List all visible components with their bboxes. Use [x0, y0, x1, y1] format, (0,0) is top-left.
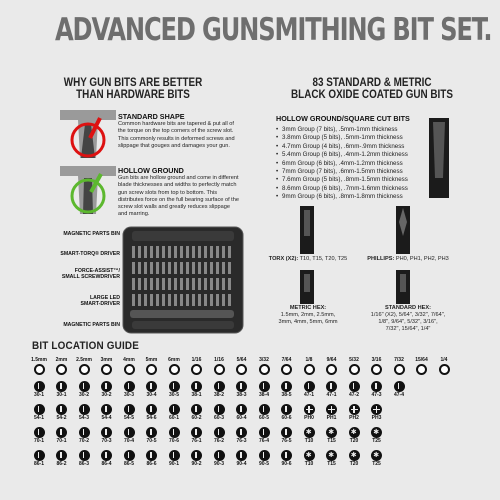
bit-slot — [323, 403, 341, 423]
slotted-bit-icon — [281, 404, 292, 415]
slotted-bit-icon — [101, 427, 112, 438]
hex-bit-icon — [349, 364, 360, 375]
bit-size-label: 70-1 — [33, 438, 44, 444]
slotted-bit-icon — [236, 381, 247, 392]
list-item: • 9mm Group (6 bits), .8mm-1.8mm thickness — [276, 193, 408, 201]
bit-slot — [210, 426, 228, 446]
bit-size-label: 70-1 — [56, 438, 67, 444]
slotted-bit-icon — [236, 427, 247, 438]
right-heading: 83 STANDARD & METRIC BLACK OXIDE COATED GUN BITS — [291, 77, 453, 101]
bit-slot — [30, 426, 48, 446]
bit-size-label: 7/32 — [394, 357, 404, 363]
torx-bit-icon: ✱ — [304, 427, 315, 438]
bit-slot — [255, 357, 273, 377]
hex-bit-icon — [101, 364, 112, 375]
bit-size-label: 90-3 — [213, 461, 224, 467]
bit-slot — [345, 449, 363, 469]
bit-size-label: T20 — [349, 461, 359, 467]
slotted-bit-icon — [56, 427, 67, 438]
bit-size-label: 30-3 — [123, 392, 134, 398]
slotted-bit-icon — [191, 404, 202, 415]
list-item: • 3.8mm Group (5 bits), .5mm-1mm thickness — [276, 134, 408, 142]
metric-hex-illustration — [296, 270, 318, 304]
bit-size-label: 54-4 — [101, 415, 112, 421]
bit-size-label: 1/4 — [440, 357, 448, 363]
bit-slot — [300, 426, 318, 446]
bit-slot — [98, 449, 116, 469]
bit-slot — [188, 357, 206, 377]
slotted-bit-icon — [169, 450, 180, 461]
slotted-bit-icon — [56, 381, 67, 392]
bit-slot — [188, 426, 206, 446]
standard-hex-caption — [356, 305, 460, 333]
slotted-bit-icon — [34, 427, 45, 438]
bit-slot — [210, 357, 228, 377]
bit-size-label: PH2 — [349, 415, 359, 421]
bit-slot — [368, 357, 386, 377]
bit-size-label: 38-3 — [236, 392, 247, 398]
bit-size-label: 3/32 — [259, 357, 269, 363]
slotted-bit-icon — [146, 381, 157, 392]
standard-bit-illustration — [60, 110, 116, 160]
bit-slot — [323, 449, 341, 469]
bit-slot — [233, 449, 251, 469]
bit-size-label: 60-5 — [258, 415, 269, 421]
bit-slot — [390, 380, 408, 400]
bit-size-label: 90-1 — [168, 461, 179, 467]
bit-size-label: 47-3 — [371, 392, 382, 398]
bit-slot — [278, 380, 296, 400]
bit-slot — [233, 380, 251, 400]
bit-size-label: 90-2 — [191, 461, 202, 467]
bit-size-label: 6mm — [168, 357, 180, 363]
slotted-bit-icon — [214, 427, 225, 438]
bit-size-label: T25 — [372, 438, 381, 444]
bit-size-label: 54-6 — [146, 415, 157, 421]
bit-size-label: 7/64 — [281, 357, 292, 363]
slotted-bit-icon — [259, 404, 270, 415]
hex-bit-icon — [281, 364, 292, 375]
slotted-bit-icon — [259, 427, 270, 438]
torx-bit-icon: ✱ — [304, 450, 315, 461]
bit-size-label: 86-2 — [56, 461, 67, 467]
bit-size-label: 47-1 — [303, 392, 314, 398]
bit-size-label: 1/8 — [305, 357, 313, 363]
slotted-bit-icon — [146, 404, 157, 415]
bit-size-label: 5mm — [145, 357, 158, 363]
bit-slot — [53, 449, 71, 469]
hex-bit-icon — [79, 364, 90, 375]
bit-slot — [368, 426, 386, 446]
bit-slot — [278, 403, 296, 423]
list-item: • 6mm Group (6 bits), .4mm-1.2mm thickness — [276, 160, 408, 168]
bit-slot — [98, 403, 116, 423]
bit-size-label: T15 — [327, 438, 336, 444]
slotted-bit-icon — [169, 381, 180, 392]
phillips-caption — [352, 256, 464, 263]
bit-slot — [75, 426, 93, 446]
bit-size-label: 38-5 — [281, 392, 292, 398]
hex-bit-icon — [34, 364, 45, 375]
slotted-bit-icon — [214, 450, 225, 461]
bit-size-label: 76-2 — [213, 438, 224, 444]
bit-slot — [143, 426, 161, 446]
bit-size-label: PH0 — [304, 415, 314, 421]
slotted-bit-icon — [169, 427, 180, 438]
bit-size-label: 38-2 — [213, 392, 224, 398]
bit-slot — [300, 380, 318, 400]
bit-size-label: 5/32 — [349, 357, 359, 363]
bit-size-label: T15 — [327, 461, 336, 467]
hex-bit-icon — [169, 364, 180, 375]
bit-size-label: 38-1 — [191, 392, 202, 398]
bit-slot — [75, 403, 93, 423]
bit-slot — [53, 357, 71, 377]
bit-size-label: 90-5 — [258, 461, 269, 467]
bit-slot — [233, 357, 251, 377]
slotted-bit-icon — [349, 381, 360, 392]
bit-slot — [30, 380, 48, 400]
bit-slot — [143, 357, 161, 377]
bit-slot — [120, 403, 138, 423]
phillips-values: PH0, PH1, PH2, PH3 — [395, 256, 449, 262]
bit-slot — [30, 449, 48, 469]
bit-size-label: 90-6 — [281, 461, 292, 467]
slotted-bit-icon — [79, 450, 90, 461]
bit-slot — [30, 357, 48, 377]
bit-slot — [188, 380, 206, 400]
bit-size-label: 47-2 — [348, 392, 359, 398]
bit-slot — [345, 426, 363, 446]
bit-slot — [120, 426, 138, 446]
slotted-bit-icon — [34, 381, 45, 392]
phillips-bit-icon — [349, 404, 360, 415]
bit-slot — [53, 403, 71, 423]
bit-slot — [120, 449, 138, 469]
hex-bit-icon — [56, 364, 67, 375]
hex-bit-icon — [191, 364, 202, 375]
slotted-bit-icon — [304, 381, 315, 392]
slotted-bit-icon — [281, 450, 292, 461]
bit-slot — [255, 449, 273, 469]
torx-label: TORX (X2): — [268, 256, 299, 262]
bit-size-label: 60-4 — [236, 415, 247, 421]
slotted-bit-icon — [214, 381, 225, 392]
hex-bit-icon — [439, 364, 450, 375]
slotted-bit-icon — [146, 427, 157, 438]
slotted-bit-icon — [281, 427, 292, 438]
slotted-bit-illustration — [424, 118, 454, 198]
list-item: • 5.4mm Group (6 bits), .4mm-1.2mm thickness — [276, 151, 408, 159]
bit-slot — [323, 357, 341, 377]
slotted-bit-icon — [169, 404, 180, 415]
bit-slot — [210, 380, 228, 400]
bit-slot — [300, 403, 318, 423]
bit-size-label: 5/64 — [236, 357, 247, 363]
bit-slot — [98, 426, 116, 446]
slotted-bit-icon — [326, 381, 337, 392]
slotted-bit-icon — [259, 381, 270, 392]
list-item: • 8.6mm Group (6 bits), .7mm-1.6mm thickness — [276, 185, 408, 193]
slotted-bit-icon — [124, 404, 135, 415]
bit-slot — [30, 403, 48, 423]
bit-size-label: 86-6 — [146, 461, 157, 467]
slotted-bit-icon — [191, 450, 202, 461]
bit-slot — [98, 380, 116, 400]
bit-size-label: 9/64 — [326, 357, 337, 363]
slotted-bit-icon — [101, 381, 112, 392]
bit-size-label: 70-6 — [168, 438, 179, 444]
hollow-cut-list — [276, 126, 408, 202]
standard-shape-title: STANDARD SHAPE — [118, 112, 185, 121]
bit-size-label: 30-5 — [168, 392, 179, 398]
list-item: • 4.7mm Group (4 bits), .6mm-.9mm thickness — [276, 143, 408, 151]
phillips-label: PHILLIPS: — [367, 256, 395, 262]
slotted-bit-icon — [124, 450, 135, 461]
list-item: • 3mm Group (7 bits), .5mm-1mm thickness — [276, 126, 408, 134]
hollow-cut-title: HOLLOW GROUND/SQUARE CUT BITS — [276, 114, 410, 123]
bit-size-label: 70-5 — [146, 438, 157, 444]
bit-slot — [210, 403, 228, 423]
hex-bit-icon — [236, 364, 247, 375]
slotted-bit-icon — [101, 404, 112, 415]
torx-bit-icon: ✱ — [326, 427, 337, 438]
slotted-bit-icon — [34, 404, 45, 415]
slotted-bit-icon — [259, 450, 270, 461]
torx-bit-icon: ✱ — [371, 450, 382, 461]
list-item: • 7.6mm Group (5 bits), .8mm-1.5mm thickness — [276, 176, 408, 184]
bit-slot — [143, 403, 161, 423]
bit-size-label: 1/16 — [191, 357, 202, 363]
guide-title: BIT LOCATION GUIDE — [32, 340, 140, 352]
bit-slot — [255, 380, 273, 400]
bit-slot — [165, 449, 183, 469]
bit-size-label: 60-6 — [281, 415, 292, 421]
hex-bit-icon — [124, 364, 135, 375]
list-item: • 7mm Group (7 bits), .6mm-1.5mm thickness — [276, 168, 408, 176]
bit-size-label: 86-4 — [101, 461, 112, 467]
hex-bit-icon — [326, 364, 337, 375]
bit-slot — [233, 403, 251, 423]
bit-size-label: 1/16 — [214, 357, 224, 363]
bit-slot — [278, 449, 296, 469]
kit-case-illustration — [122, 226, 244, 334]
torx-bit-icon: ✱ — [326, 450, 337, 461]
bit-slot — [390, 357, 408, 377]
bit-slot — [75, 449, 93, 469]
bit-slot — [165, 357, 183, 377]
bit-size-label: 90-4 — [236, 461, 247, 467]
bit-size-label: 76-3 — [236, 438, 247, 444]
bit-size-label: 2mm — [55, 357, 68, 363]
bit-slot — [300, 357, 318, 377]
torx-bit-illustration — [296, 206, 318, 254]
bit-size-label: 76-5 — [281, 438, 292, 444]
bit-size-label: 2.5mm — [76, 357, 92, 363]
bit-slot — [75, 380, 93, 400]
slotted-bit-icon — [101, 450, 112, 461]
hex-bit-icon — [416, 364, 427, 375]
bit-size-label: 54-5 — [123, 415, 134, 421]
bit-slot — [345, 403, 363, 423]
slotted-bit-icon — [214, 404, 225, 415]
slotted-bit-icon — [191, 381, 202, 392]
hollow-bit-illustration — [60, 166, 116, 216]
slotted-bit-icon — [34, 450, 45, 461]
bit-slot — [435, 357, 453, 377]
bit-slot — [323, 380, 341, 400]
bit-slot — [210, 449, 228, 469]
bit-slot — [345, 380, 363, 400]
slotted-bit-icon — [281, 381, 292, 392]
standard-hex-values: 1/16" (X2), 5/64", 3/32", 7/64", 1/8", 9/64", 5/32", 3/16", 7/32", 15/64", 1/4" — [370, 312, 446, 332]
bit-size-label: 3mm — [100, 357, 113, 363]
slotted-bit-icon — [236, 450, 247, 461]
slotted-bit-icon — [79, 427, 90, 438]
hex-bit-icon — [214, 364, 225, 375]
callout-led-driver: LARGE LED SMART-DRIVER — [80, 295, 120, 307]
bit-slot — [368, 380, 386, 400]
bit-slot — [345, 357, 363, 377]
bit-size-label: 76-4 — [258, 438, 269, 444]
callout-magnetic-bin-bottom: MAGNETIC PARTS BIN — [63, 322, 120, 328]
phillips-bit-icon — [304, 404, 315, 415]
slotted-bit-icon — [124, 381, 135, 392]
slotted-bit-icon — [124, 427, 135, 438]
bit-size-label: 30-1 — [33, 392, 44, 398]
slotted-bit-icon — [191, 427, 202, 438]
hex-bit-icon — [394, 364, 405, 375]
slotted-bit-icon — [236, 404, 247, 415]
bit-slot — [120, 357, 138, 377]
hollow-ground-title: HOLLOW GROUND — [118, 166, 184, 175]
callout-magnetic-bin-top: MAGNETIC PARTS BIN — [63, 231, 120, 237]
callout-force-assist: FORCE-ASSIST™/ SMALL SCREWDRIVER — [61, 268, 120, 280]
bit-slot — [75, 357, 93, 377]
bit-size-label: 4mm — [123, 357, 135, 363]
bit-slot — [53, 426, 71, 446]
phillips-bit-illustration — [392, 206, 414, 254]
bit-slot — [188, 403, 206, 423]
bit-slot — [188, 449, 206, 469]
bit-slot — [278, 357, 296, 377]
bit-slot — [255, 426, 273, 446]
bit-size-label: T10 — [304, 461, 314, 467]
metric-hex-values: 1.5mm, 2mm, 2.5mm, 3mm, 4mm, 5mm, 6mm — [278, 312, 338, 325]
torx-bit-icon: ✱ — [371, 427, 382, 438]
bit-size-label: 60-2 — [191, 415, 202, 421]
slotted-bit-icon — [79, 381, 90, 392]
left-heading: WHY GUN BITS ARE BETTER THAN HARDWARE BITS — [63, 77, 203, 101]
hex-bit-icon — [259, 364, 270, 375]
bit-slot — [413, 357, 431, 377]
bit-size-label: 15/64 — [415, 357, 428, 363]
bit-slot — [255, 403, 273, 423]
bit-size-label: 30-4 — [146, 392, 157, 398]
torx-caption — [258, 256, 358, 263]
bit-size-label: 30-2 — [78, 392, 89, 398]
bit-size-label: 86-1 — [33, 461, 44, 467]
bit-slot — [53, 380, 71, 400]
callout-smart-torq: SMART-TORQ® DRIVER — [60, 251, 120, 257]
bit-slot — [165, 426, 183, 446]
hollow-ground-text: Gun bits are hollow ground and come in different blade thicknesses and widths to perfectly match gun screw slots from top to bottom. This distributes force on the full bearing surface of the screw slot walls and greatly reduces slippage and marring. — [118, 175, 239, 218]
bit-size-label: 76-1 — [191, 438, 202, 444]
bit-size-label: PH1 — [326, 415, 337, 421]
bit-size-label: 86-3 — [78, 461, 89, 467]
bit-slot — [368, 403, 386, 423]
bit-size-label: 54-3 — [78, 415, 89, 421]
metric-hex-label: METRIC HEX: — [289, 305, 327, 311]
bit-size-label: 54-2 — [56, 415, 67, 421]
hex-bit-icon — [371, 364, 382, 375]
bit-size-label: 54-1 — [33, 415, 44, 421]
bit-slot — [278, 426, 296, 446]
bit-size-label: 70-4 — [123, 438, 134, 444]
bit-slot — [233, 426, 251, 446]
bit-size-label: 60-1 — [168, 415, 179, 421]
bit-size-label: 86-5 — [123, 461, 134, 467]
bit-size-label: 47-4 — [393, 392, 404, 398]
slotted-bit-icon — [56, 404, 67, 415]
slotted-bit-icon — [146, 450, 157, 461]
bit-slot — [165, 403, 183, 423]
bit-size-label: 30-2 — [101, 392, 112, 398]
standard-shape-text: Common hardware bits are tapered & put all of the torque on the top corners of the screw slot. This commonly results in deformed screws and slippage that gouges and damages your gun. — [118, 121, 235, 149]
hex-bit-icon — [146, 364, 157, 375]
bit-size-label: 47-1 — [326, 392, 337, 398]
phillips-bit-icon — [371, 404, 382, 415]
slotted-bit-icon — [56, 450, 67, 461]
torx-values: T10, T15, T20, T25 — [299, 256, 348, 262]
bit-slot — [165, 380, 183, 400]
standard-hex-illustration — [392, 270, 414, 304]
torx-bit-icon: ✱ — [349, 427, 360, 438]
bit-slot — [120, 380, 138, 400]
bit-size-label: 70-2 — [78, 438, 89, 444]
slotted-bit-icon — [371, 381, 382, 392]
bit-size-label: 60-3 — [213, 415, 224, 421]
standard-hex-label: STANDARD HEX: — [385, 305, 431, 311]
bit-size-label: 1.5mm — [31, 357, 47, 363]
bit-size-label: 38-4 — [258, 392, 269, 398]
bit-slot — [98, 357, 116, 377]
hex-bit-icon — [304, 364, 315, 375]
torx-bit-icon: ✱ — [349, 450, 360, 461]
bit-size-label: PH3 — [371, 415, 382, 421]
bit-size-label: T25 — [372, 461, 381, 467]
slotted-bit-icon — [394, 381, 405, 392]
bit-slot — [143, 380, 161, 400]
slotted-bit-icon — [79, 404, 90, 415]
page-title: ADVANCED GUNSMITHING BIT SET. — [55, 12, 492, 48]
bit-size-label: T20 — [349, 438, 359, 444]
bit-slot — [143, 449, 161, 469]
bit-slot — [323, 426, 341, 446]
bit-size-label: 70-3 — [101, 438, 112, 444]
phillips-bit-icon — [326, 404, 337, 415]
bit-size-label: T10 — [304, 438, 314, 444]
bit-size-label: 3/16 — [371, 357, 382, 363]
bit-slot — [300, 449, 318, 469]
metric-hex-caption — [266, 305, 350, 326]
bit-size-label: 30-1 — [56, 392, 67, 398]
bit-slot — [368, 449, 386, 469]
